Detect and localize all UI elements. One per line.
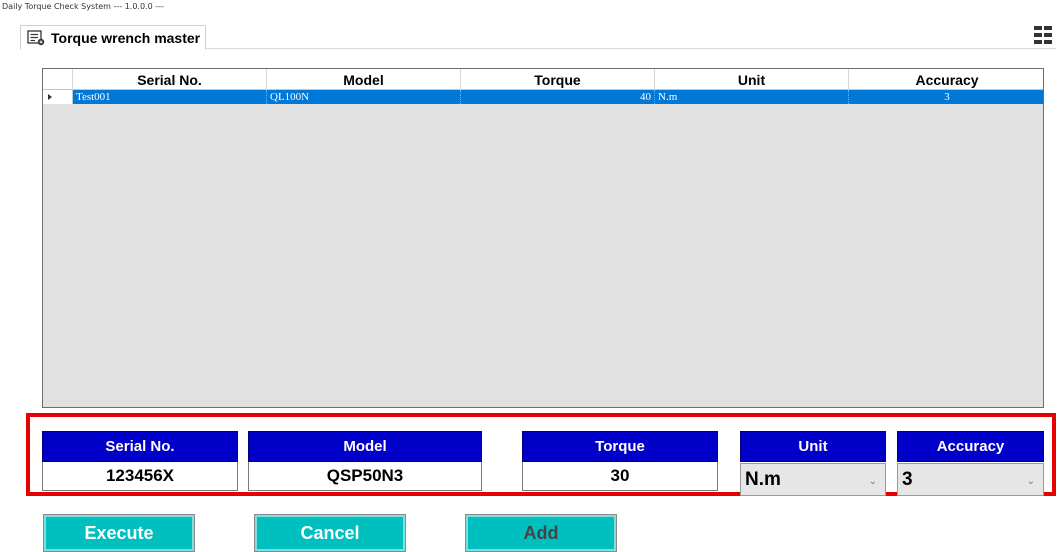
app-title: Daily Torque Check System --- 1.0.0.0 ---	[2, 2, 164, 11]
header-corner	[43, 69, 73, 90]
cell-accuracy[interactable]: 3	[944, 91, 950, 103]
accuracy-select-value: 3	[902, 468, 913, 490]
grid-header	[43, 69, 1043, 90]
model-label: Model	[248, 431, 482, 462]
edit-list-icon	[27, 30, 45, 46]
column-header-torque[interactable]: Torque	[461, 69, 655, 90]
tab-label: Torque wrench master	[51, 29, 201, 46]
torque-field-group	[522, 431, 718, 491]
unit-select[interactable]	[740, 463, 886, 496]
cell-unit[interactable]: N.m	[655, 90, 849, 104]
serial-field-group	[42, 431, 238, 491]
chevron-down-icon: ⌄	[1026, 476, 1035, 487]
unit-select-value: N.m	[745, 468, 781, 490]
current-row-arrow-icon	[48, 94, 52, 100]
accuracy-select[interactable]	[897, 463, 1044, 496]
serial-label: Serial No.	[42, 431, 238, 462]
column-header-serial[interactable]: Serial No.	[73, 69, 267, 90]
accuracy-field-group	[897, 431, 1044, 491]
model-input[interactable]: QSP50N3	[248, 462, 482, 491]
torque-input[interactable]: 30	[522, 462, 718, 491]
cell-torque[interactable]: 40	[461, 90, 655, 104]
model-field-group	[248, 431, 482, 491]
chevron-down-icon: ⌄	[868, 476, 877, 487]
unit-label: Unit	[740, 431, 886, 462]
serial-input[interactable]: 123456X	[42, 462, 238, 491]
cell-serial[interactable]: Test001	[73, 90, 267, 104]
tab-torque-wrench-master[interactable]	[20, 25, 206, 50]
tab-strip	[20, 25, 1056, 49]
cancel-button[interactable]: Cancel	[254, 514, 406, 552]
add-button[interactable]: Add	[465, 514, 617, 552]
execute-button[interactable]: Execute	[43, 514, 195, 552]
cell-model[interactable]: QL100N	[267, 90, 461, 104]
row-indicator	[43, 90, 73, 104]
unit-field-group	[740, 431, 886, 491]
entry-form	[26, 413, 1056, 496]
column-header-accuracy[interactable]: Accuracy	[915, 71, 979, 88]
column-header-model[interactable]: Model	[267, 69, 461, 90]
torque-label: Torque	[522, 431, 718, 462]
column-header-unit[interactable]: Unit	[655, 69, 849, 90]
torque-wrench-grid[interactable]	[42, 68, 1044, 408]
accuracy-label: Accuracy	[897, 431, 1044, 462]
grid-menu-icon[interactable]	[1033, 25, 1053, 45]
table-row[interactable]	[43, 90, 1043, 104]
